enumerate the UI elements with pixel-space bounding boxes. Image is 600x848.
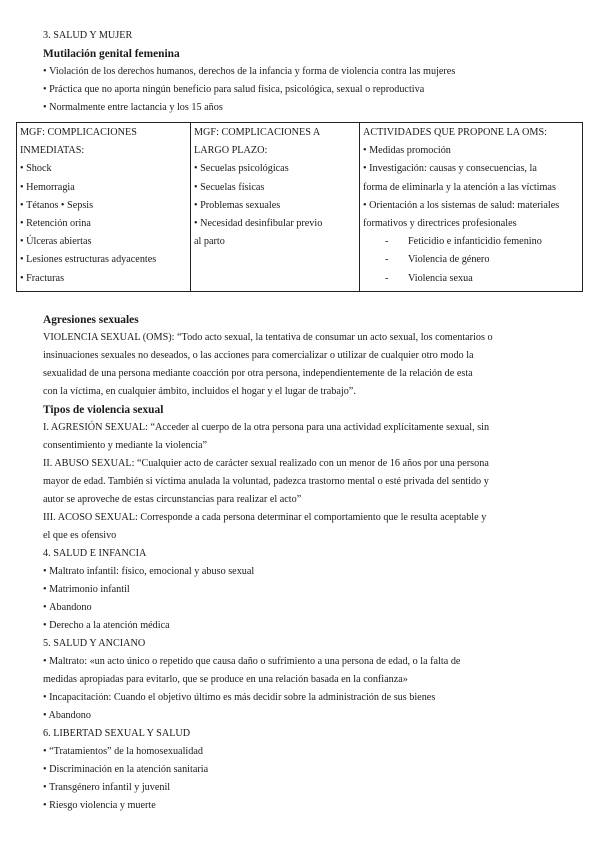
intro-section [43, 27, 563, 117]
list-item: • Violación de los derechos humanos, derechos de la infancia y forma de violencia contra las mujeres [43, 63, 563, 81]
section-title-infancia: 4. SALUD E INFANCIA [43, 548, 147, 559]
list-item: • Fracturas [20, 270, 187, 288]
dash-item: - Violencia sexua [363, 270, 579, 288]
list-item: • Riesgo violencia y muerte [43, 797, 563, 815]
list-item: • Abandono [43, 710, 91, 721]
table-cell-actividades-oms [360, 123, 583, 292]
list-item: • Orientación a los sistemas de salud: materiales [363, 199, 560, 211]
table-cell-complicaciones-largo-plazo [191, 123, 360, 292]
list-item: • Transgénero infantil y juvenil [43, 779, 563, 797]
cell-header: MGF: COMPLICACIONES A [194, 127, 321, 138]
list-item: • Lesiones estructuras adyacentes [20, 251, 187, 269]
section-title-anciano: 5. SALUD Y ANCIANO [43, 638, 146, 649]
list-item: • Derecho a la atención médica [43, 617, 563, 635]
list-item-continuation: al parto [194, 236, 225, 248]
list-item: • Retención orina [20, 215, 187, 233]
list-item: • Investigación: causas y consecuencias, la [363, 163, 537, 175]
cell-header: ACTIVIDADES QUE PROPONE LA OMS: [363, 127, 547, 138]
list-item: • Maltrato infantil: físico, emocional y abuso sexual [43, 563, 563, 581]
agresiones-section [43, 311, 563, 815]
paragraph-line: mayor de edad. También si víctima anulada la voluntad, padezca trastorno mental o esté privada del sentido y [43, 476, 489, 487]
list-item: • Shock [20, 160, 187, 178]
paragraph-line: VIOLENCIA SEXUAL (OMS): “Todo acto sexual, la tentativa de consumar un acto sexual, los comentarios o [43, 332, 493, 343]
list-item: • Hemorragia [20, 179, 187, 197]
list-item: • Medidas promoción [363, 145, 451, 157]
list-item: • Matrimonio infantil [43, 581, 563, 599]
paragraph-line: II. ABUSO SEXUAL: “Cualquier acto de carácter sexual realizado con un menor de 16 años por una persona [43, 458, 489, 469]
heading-agresiones: Agresiones sexuales [43, 314, 139, 326]
cell-header: INMEDIATAS: [20, 145, 85, 157]
table-cell-complicaciones-inmediatas [17, 123, 191, 292]
cell-header: LARGO PLAZO: [194, 145, 268, 157]
paragraph-line: el que es ofensivo [43, 530, 117, 541]
list-item-continuation: medidas apropiadas para evitarlo, que se produce en una relación basada en la confianza» [43, 674, 408, 685]
list-item: • “Tratamientos” de la homosexualidad [43, 743, 563, 761]
cell-header: MGF: COMPLICACIONES [20, 127, 137, 138]
list-item: • Discriminación en la atención sanitaria [43, 761, 563, 779]
list-item: • Práctica que no aporta ningún beneficio para salud física, psicológica, sexual o reproductiva [43, 81, 563, 99]
mgf-table [16, 122, 583, 292]
list-item: • Necesidad desinfibular previo [194, 215, 356, 233]
paragraph-line: sexualidad de una persona mediante coacción por otra persona, independientemente de la relación de esta [43, 368, 473, 379]
list-item: • Secuelas psicológicas [194, 160, 356, 178]
list-item: • Problemas sexuales [194, 197, 356, 215]
list-item: • Úlceras abiertas [20, 233, 187, 251]
section-title-libertad: 6. LIBERTAD SEXUAL Y SALUD [43, 728, 191, 739]
list-item: • Maltrato: «un acto único o repetido que causa daño o sufrimiento a una persona de edad, o la falta de [43, 656, 461, 667]
list-item: • Normalmente entre lactancia y los 15 años [43, 99, 563, 117]
paragraph-line: III. ACOSO SEXUAL: Corresponde a cada persona determinar el comportamiento que le resulta aceptable y [43, 512, 487, 523]
dash-item: - Violencia de género [363, 251, 579, 269]
list-item: • Tétanos • Sepsis [20, 197, 187, 215]
heading-tipos-violencia: Tipos de violencia sexual [43, 404, 164, 416]
paragraph-line: con la víctima, en cualquier ámbito, incluidos el hogar y el lugar de trabajo”. [43, 386, 356, 397]
paragraph-line: consentimiento y mediante la violencia” [43, 440, 208, 451]
paragraph-line: I. AGRESIÓN SEXUAL: “Acceder al cuerpo de la otra persona para una actividad explícitamente sexual, sin [43, 422, 490, 433]
paragraph-line: autor se aproveche de estas circunstancias para realizar el acto” [43, 494, 302, 505]
list-item-continuation: formativos y directrices profesionales [363, 218, 517, 230]
section-title-salud-mujer: 3. SALUD Y MUJER [43, 30, 133, 41]
list-item: • Incapacitación: Cuando el objetivo último es más decidir sobre la administración de sus bienes [43, 692, 436, 703]
list-item-continuation: forma de eliminarla y la atención a las víctimas [363, 181, 556, 193]
heading-mutilacion: Mutilación genital femenina [43, 48, 180, 60]
paragraph-line: insinuaciones sexuales no deseados, o las acciones para comercializar o utilizar de cualquier otro modo la [43, 350, 474, 361]
list-item: • Abandono [43, 599, 563, 617]
dash-item: - Feticidio e infanticidio femenino [363, 233, 579, 251]
list-item: • Secuelas físicas [194, 179, 356, 197]
